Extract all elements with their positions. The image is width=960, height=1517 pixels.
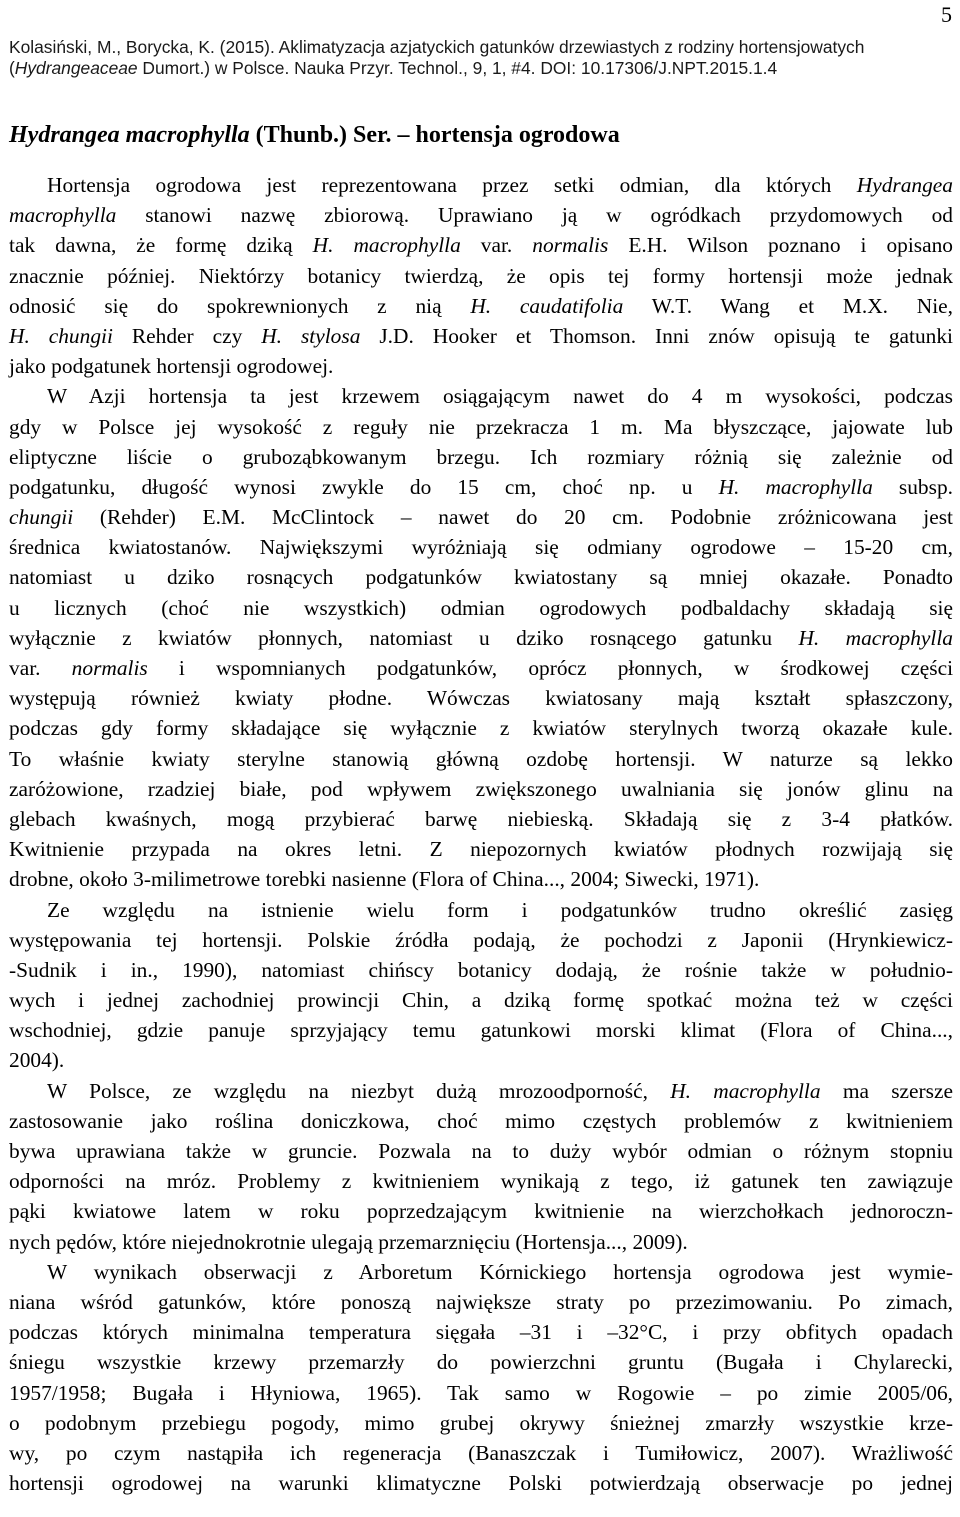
- body-line: znacznie później. Niektórzy botanicy twierdzą, że opis tej formy hortensji może jednak: [9, 263, 953, 288]
- body-line: podgatunku, długość wynosi zwykle do 15 cm, choć np. u H. macrophylla subsp.: [9, 474, 953, 499]
- body-line: W Polsce, ze względu na niezbyt dużą mrozoodporność, H. macrophylla ma szersze: [47, 1078, 953, 1103]
- body-line: tak dawna, że formę dziką H. macrophylla var. normalis E.H. Wilson poznano i opisano: [9, 233, 953, 258]
- body-line: chungii (Rehder) E.M. McClintock – nawet do 20 cm. Podobnie zróżnicowana jest: [9, 505, 953, 530]
- body-line: niana wśród gatunków, które ponoszą największe straty po przezimowaniu. Po zimach,: [9, 1289, 953, 1314]
- body-line: natomiast u dziko rosnących podgatunków kwiatostany są mniej okazałe. Ponadto: [9, 565, 953, 590]
- heading-species-name: Hydrangea macrophylla: [9, 122, 250, 148]
- body-line: macrophylla stanowi nazwę zbiorową. Uprawiano ją w ogródkach przydomowych od: [9, 203, 953, 228]
- body-line: -Sudnik i in., 1990), natomiast chińscy botanicy dodają, że rośnie także w południo-: [9, 957, 953, 982]
- citation-line-2: [9, 58, 953, 79]
- body-line: zastosowanie jako roślina doniczkowa, choć mimo częstych problemów z kwitnieniem: [9, 1108, 953, 1133]
- body-line: 2004).: [9, 1048, 65, 1073]
- body-line: eliptyczne liście o gruboząbkowanym brzegu. Ich rozmiary różnią się zależnie od: [9, 444, 953, 469]
- body-line: H. chungii Rehder czy H. stylosa J.D. Hooker et Thomson. Inni znów opisują te gatunki: [9, 323, 953, 348]
- body-line: wych i jednej zachodniej prowincji Chin, a dziką formę spotkać można też w części: [9, 988, 953, 1013]
- body-line: odporności na mróz. Problemy z kwitnieniem wynikają z tego, iż gatunek ten zawiązuje: [9, 1169, 953, 1194]
- citation-open-paren: (: [9, 57, 15, 78]
- citation-line-1: Kolasiński, M., Borycka, K. (2015). Aklimatyzacja azjatyckich gatunków drzewiastych z rodziny hortensjowatych: [9, 37, 865, 57]
- body-line: nych pędów, które niejednokrotnie ulegają przemarznięciu (Hortensja..., 2009).: [9, 1229, 688, 1254]
- body-line: glebach kwaśnych, mogą przybierać barwę niebieską. Składają się z 3-4 płatków.: [9, 806, 953, 831]
- body-line: 1957/1958; Bugała i Hłyniowa, 1965). Tak samo w Rogowie – po zimie 2005/06,: [9, 1380, 953, 1405]
- body-line: pąki kwiatowe latem w roku poprzedzającym kwitnienie na wierzchołkach jednoroczn-: [9, 1199, 953, 1224]
- body-line: bywa uprawiana także w gruncie. Pozwala na to duży wybór odmian o różnym stopniu: [9, 1139, 953, 1163]
- body-line: występują również kwiaty płodne. Wówczas kwiatosany mają kształt spłaszczony,: [9, 686, 953, 711]
- body-line: hortensji ogrodowej na warunki klimatyczne Polski potwierdzają obserwacje po jednej: [9, 1471, 953, 1496]
- body-line: występowania tej hortensji. Polskie źródła podają, że pochodzi z Japonii (Hrynkiewicz-: [9, 927, 953, 952]
- heading-authority: (Thunb.) Ser. – hortensja ogrodowa: [249, 122, 620, 148]
- body-line: wschodniej, gdzie panuje sprzyjający temu gatunkowi morski klimat (Flora of China...,: [9, 1018, 953, 1043]
- body-line: podczas gdy formy składające się wyłącznie z kwiatów sterylnych tworzą okazałe kule.: [9, 716, 953, 741]
- body-line: jako podgatunek hortensji ogrodowej.: [9, 354, 334, 379]
- body-line: Ze względu na istnienie wielu form i podgatunków trudno określić zasięg: [47, 897, 953, 922]
- body-line: u licznych (choć nie wszystkich) odmian ogrodowych podbaldachy składają się: [9, 595, 953, 620]
- body-line: odnosić się do spokrewnionych z nią H. caudatifolia W.T. Wang et M.X. Nie,: [9, 293, 953, 318]
- body-line: drobne, około 3-milimetrowe torebki nasienne (Flora of China..., 2004; Siwecki, 1971).: [9, 867, 760, 892]
- citation-family-name: Hydrangeaceae: [14, 57, 138, 78]
- body-line: W wynikach obserwacji z Arboretum Kórnickiego hortensja ogrodowa jest wymie-: [47, 1259, 953, 1284]
- running-header: [9, 37, 953, 78]
- body-line: o podobnym przebiegu pogody, mimo grubej okrywy śnieżnej zmarzły wszystkie krze-: [9, 1410, 953, 1435]
- body-line: wyłącznie z kwiatów płonnych, natomiast u dziko rosnącego gatunku H. macrophylla: [9, 625, 953, 650]
- citation-line-2-rest: Dumort.) w Polsce. Nauka Przyr. Technol., 9, 1, #4. DOI: 10.17306/J.NPT.2015.1.4: [137, 57, 778, 78]
- body-line: śniegu wszystkie krzewy przemarzły do powierzchni gruntu (Bugała i Chylarecki,: [9, 1350, 953, 1375]
- body-line: Hortensja ogrodowa jest reprezentowana przez setki odmian, dla których Hydrangea: [47, 173, 953, 197]
- body-line: średnica kwiatostanów. Największymi wyróżniają się odmiany ogrodowe – 15-20 cm,: [9, 535, 953, 560]
- body-line: zaróżowione, rzadziej białe, pod wpływem zwiększonego uwalniania się jonów glinu na: [9, 776, 953, 801]
- page-number: 5: [941, 2, 952, 27]
- body-line: To właśnie kwiaty sterylne stanowią główną ozdobę hortensji. W naturze są lekko: [9, 746, 953, 771]
- body-line: W Azji hortensja ta jest krzewem osiągającym nawet do 4 m wysokości, podczas: [47, 384, 953, 409]
- body-text: [9, 170, 953, 1498]
- body-line: var. normalis i wspomnianych podgatunków, oprócz płonnych, w środkowej części: [9, 656, 954, 680]
- body-line: Kwitnienie przypada na okres letni. Z niepozornych kwiatów płodnych rozwijają się: [9, 837, 953, 862]
- section-heading: [9, 122, 620, 149]
- body-line: gdy w Polsce jej wysokość z reguły nie przekracza 1 m. Ma błyszczące, jajowate lub: [9, 414, 953, 439]
- body-line: podczas których minimalna temperatura sięgała –31 i –32°C, i przy obfitych opadach: [9, 1320, 953, 1345]
- body-line: wy, po czym nastąpiła ich regeneracja (Banaszczak i Tumiłowicz, 2007). Wrażliwość: [9, 1440, 953, 1465]
